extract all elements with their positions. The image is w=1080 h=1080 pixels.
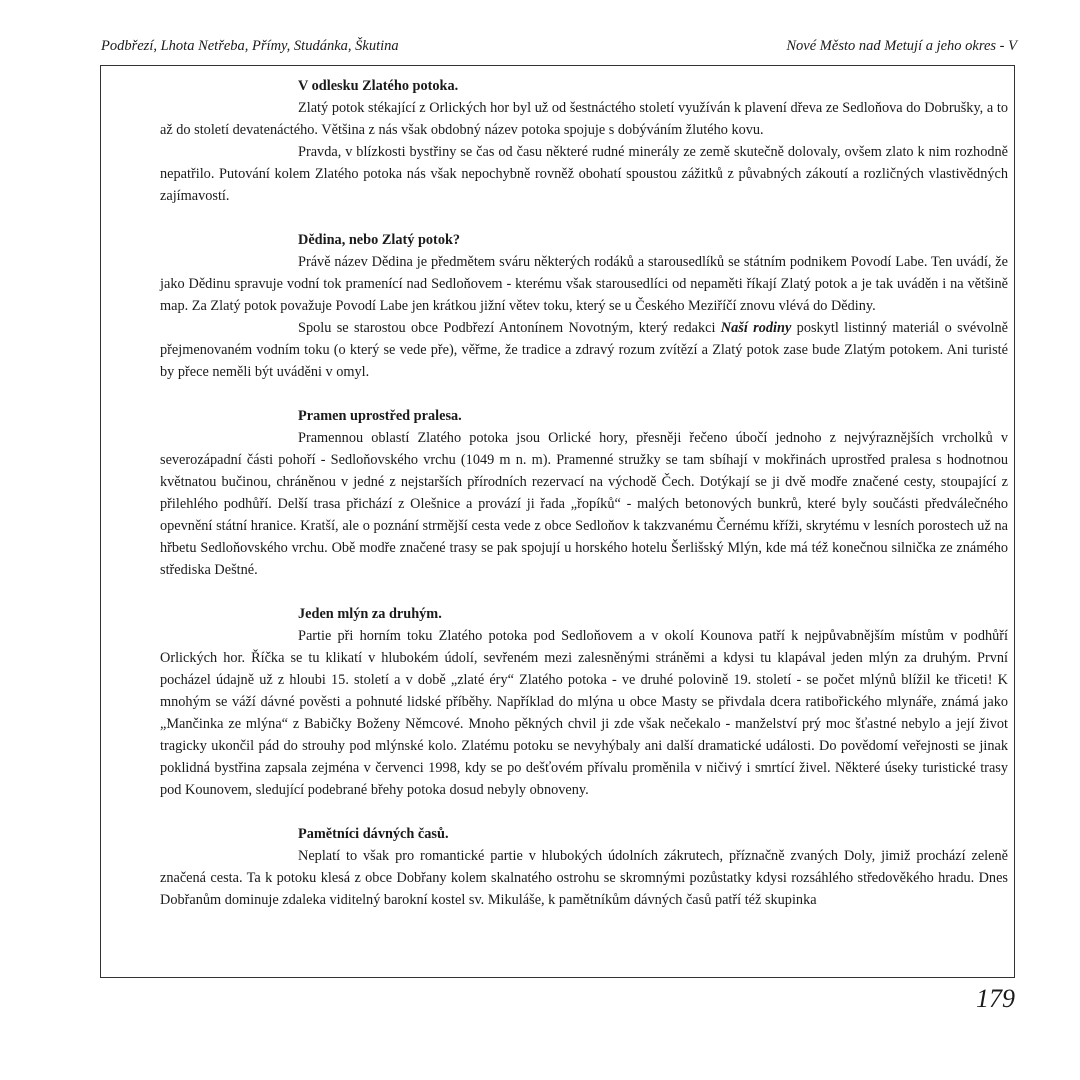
paragraph: Právě název Dědina je předmětem sváru některých rodáků a starousedlíků se státním podnikem Povodí Labe. Ten uvádí, že jako Dědinu spravuje vodní tok pramenící nad Sedloňovem - kterému však starousedlíci od nepaměti říkají Zlatý potok a je tak uváděn i na většině map. Za Zlatý potok považuje Povodí Labe jen krátkou jižní větev toku, který se u Českého Meziříčí znovu vlévá do Dědiny. [160, 254, 1008, 314]
paragraph: Pravda, v blízkosti bystřiny se čas od času některé rudné minerály ze země skutečně dolovaly, ovšem zlato k nim rozhodně nepatřilo. Putování kolem Zlatého potoka nás však nepochybně rovněž obohatí spoustou zážitků z půvabných zákoutí a rozličných vlastivědných zajímavostí. [160, 144, 1008, 204]
header-left-title: Podbřezí, Lhota Netřeba, Přímy, Studánka, Škutina [101, 38, 399, 54]
page-number: 179 [976, 984, 1015, 1013]
paragraph-text: poskytl listinný materiál o svévolně přejmenovaném vodním toku (o který se vede pře), věřme, že tradice a zdravý rozum zvítězí a Zlatý potok zase bude Zlatým potokem. Ani turisté by přece neměli být uváděni v omyl. [160, 320, 1008, 380]
paragraph [160, 317, 1008, 383]
section-pramen [160, 405, 1008, 581]
section-mlyny [160, 603, 1008, 801]
paragraph: Pramennou oblastí Zlatého potoka jsou Orlické hory, přesněji řečeno úbočí jednoho z nejvýraznějších vrcholků v severozápadní části pohoří - Sedloňovského vrchu (1049 m n. m). Pramenné stružky se tam sbíhají v mokřinách uprostřed pralesa s hodnotnou květnatou bučinou, chráněnou v jedné z nejstarších přírodních rezervací na východě Čech. Dotýkají se ji dvě modře značené cesty, stoupající z přilehlého podhůří. Delší trasa přichází z Olešnice a provází ji řada „řopíků“ - malých betonových bunkrů, které byly součásti předválečného opevnění státní hranice. Kratší, ale o poznání strmější cesta vede z obce Sedloňov k takzvanému Černému kříži, skrytému v lesních porostech už na hřbetu Sedloňovského vrchu. Obě modře značené trasy se pak spojují u horského hotelu Šerlišský Mlýn, kde má též konečnou silnička ze známého střediska Deštné. [160, 430, 1008, 578]
header-right-title: Nové Město nad Metují a jeho okres - V [786, 38, 1017, 54]
paragraph: Partie při horním toku Zlatého potoka pod Sedloňovem a v okolí Kounova patří k nejpůvabnějším místům v podhůří Orlických hor. Říčka se tu klikatí v hlubokém údolí, sevřeném mezi zalesněnými stráněmi a kdysi tu klapával jeden mlýn za druhým. První pocházel údajně už z hloubi 15. století a v době „zlaté éry“ Zlatého potoka - ve druhé polovině 19. století - se počet mlýnů blížil ke třiceti! K mnohým se váží dávné pověsti a pohnuté lidské příběhy. Například do mlýna u obce Masty se přivdala dcera ratibořického mlynáře, známá jako „Mančinka ze mlýna“ z Babičky Boženy Němcové. Mnoho pěkných chvil ji zde však nečekalo - manželství prý moc šťastné nebylo a její život tragicky ukončil pád do strouhy pod mlýnské kolo. Zlatému potoku se nevyhýbaly ani další dramatické události. Do povědomí veřejnosti se jinak poklidná bystřina zapsala zejména v červenci 1998, kdy se po dešťovém přívalu proměnila v ničivý i smrtící živel. Některé úseky turistické trasy pod Kounovem, sledující podebrané břehy potoka dosud nebyly obnoveny. [160, 628, 1008, 798]
paragraph: Zlatý potok stékající z Orlických hor byl už od šestnáctého století využíván k plavení dřeva ze Sedloňova do Dobrušky, a to až do století devatenáctého. Většina z nás však obdobný název potoka spojuje s dobýváním žlutého kovu. [160, 100, 1008, 138]
paragraph: Neplatí to však pro romantické partie v hlubokých údolních zákrutech, příznačně zvaných Doly, jimiž prochází zeleně značená cesta. Ta k potoku klesá z obce Dobřany kolem skalnatého ostrohu se skromnými pozůstatky kdysi rozsáhlého středověkého hradu. Dnes Dobřanům dominuje zdaleka viditelný barokní kostel sv. Mikuláše, k pamětníkům dávných časů patří též skupinka [160, 848, 1008, 908]
section-heading: Pamětníci dávných časů. [298, 826, 449, 842]
magazine-title: Naší rodiny [720, 320, 792, 336]
section-pametnici [160, 823, 1008, 911]
section-zlaty-potok [160, 75, 1008, 207]
article-body [160, 75, 1008, 911]
section-heading: Jeden mlýn za druhým. [298, 606, 442, 622]
section-heading: Pramen uprostřed pralesa. [298, 408, 462, 424]
section-heading: V odlesku Zlatého potoka. [298, 78, 459, 94]
section-dedina [160, 229, 1008, 383]
section-heading: Dědina, nebo Zlatý potok? [298, 232, 461, 248]
paragraph-text: Spolu se starostou obce Podbřezí Antonínem Novotným, který redakci [298, 320, 721, 336]
